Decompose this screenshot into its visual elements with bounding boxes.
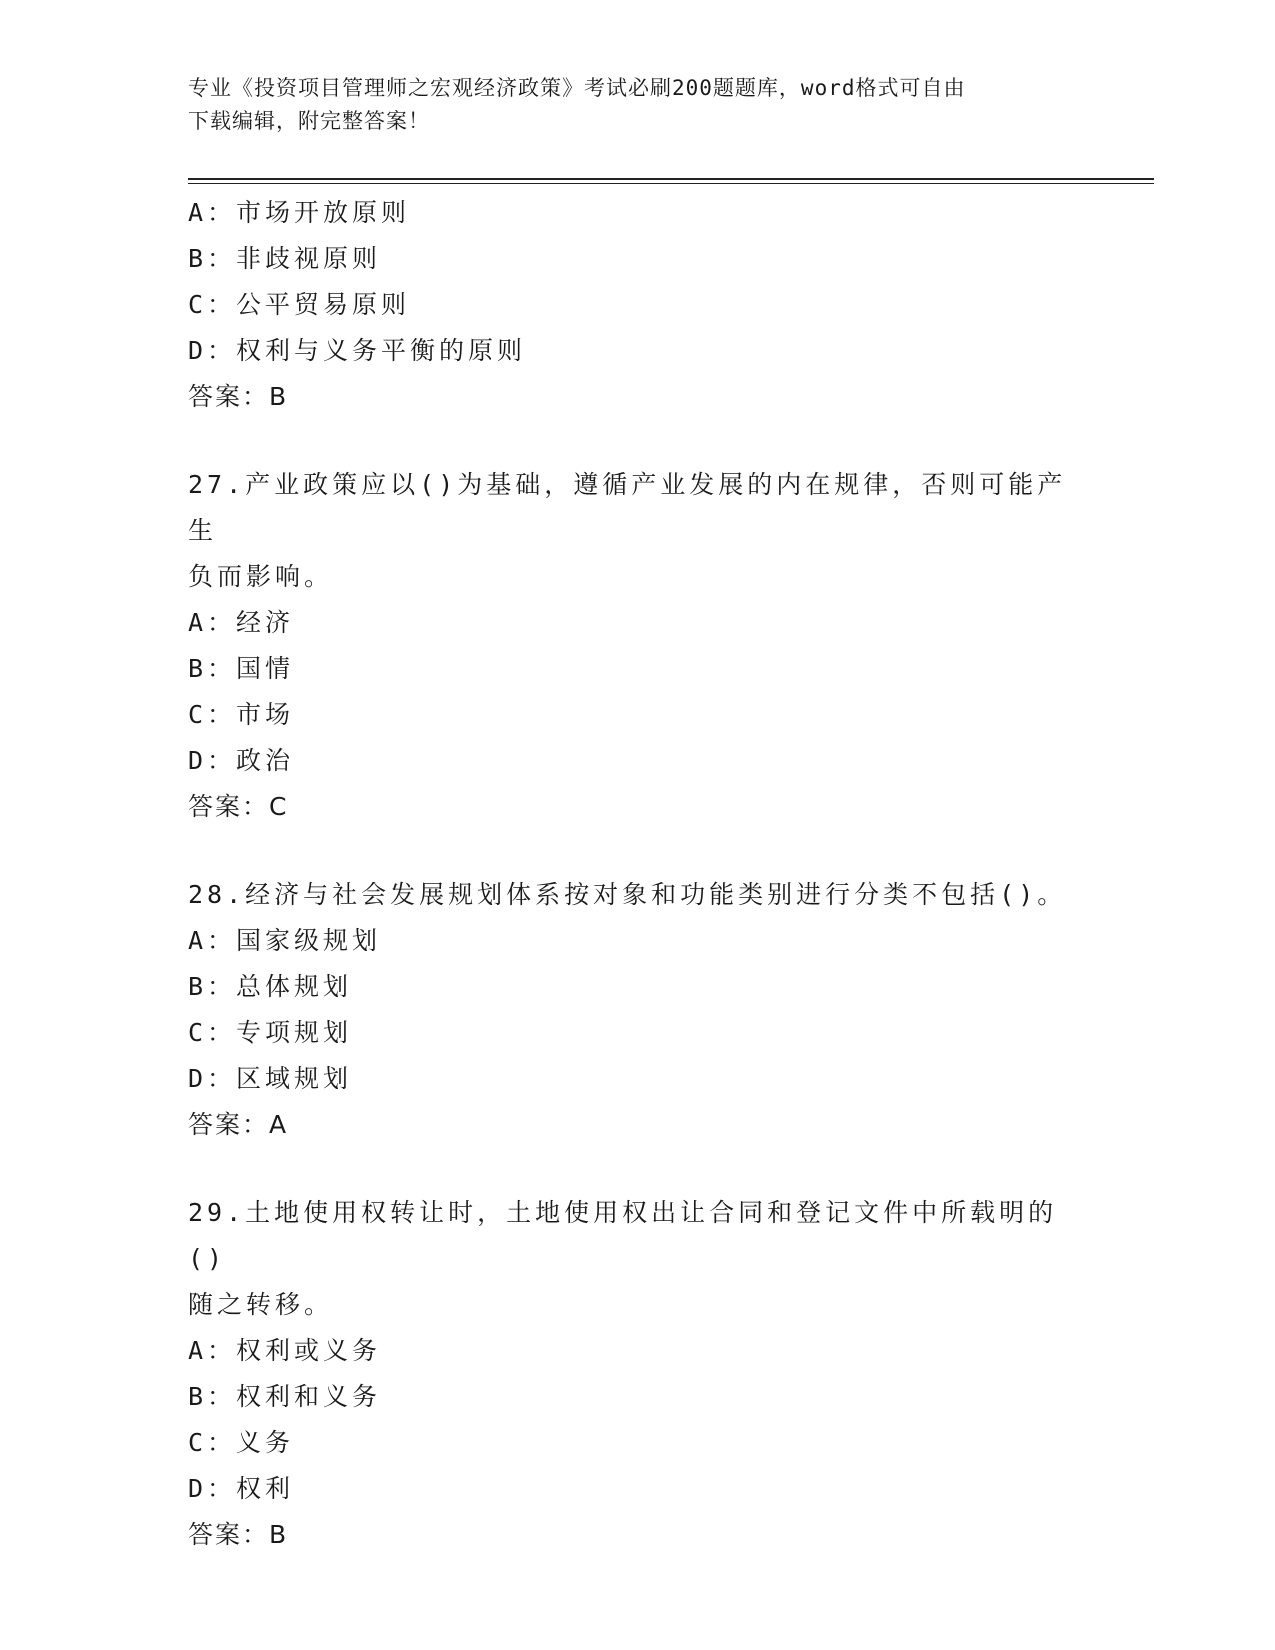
option-c: C：义务 <box>188 1428 295 1457</box>
option-c: C：专项规划 <box>188 1018 353 1047</box>
document-header <box>188 72 1088 138</box>
option-b: B：国情 <box>188 654 295 683</box>
question-block-27 <box>188 462 1088 830</box>
question-text-line-1: 29.土地使用权转让时，土地使用权出让合同和登记文件中所载明的() <box>188 1198 1058 1273</box>
answer: 答案：C <box>188 792 289 821</box>
option-b: B：权利和义务 <box>188 1382 382 1411</box>
header-divider-thin <box>188 183 1154 184</box>
option-a: A：经济 <box>188 608 295 637</box>
header-divider-thick <box>188 178 1154 180</box>
question-text-line-1: 27.产业政策应以()为基础，遵循产业发展的内在规律，否则可能产生 <box>188 470 1067 545</box>
question-text-line-2: 负而影响。 <box>188 562 334 591</box>
option-d: D：权利 <box>188 1474 295 1503</box>
question-text-line-2: 随之转移。 <box>188 1290 334 1319</box>
answer: 答案：A <box>188 1110 289 1139</box>
question-block-29 <box>188 1190 1088 1558</box>
answer: 答案：B <box>188 382 289 411</box>
question-text-line-1: 28.经济与社会发展规划体系按对象和功能类别进行分类不包括()。 <box>188 880 1067 909</box>
option-a: A：市场开放原则 <box>188 198 411 227</box>
option-b: B：非歧视原则 <box>188 244 382 273</box>
option-d: D：政治 <box>188 746 295 775</box>
option-c: C：公平贸易原则 <box>188 290 411 319</box>
option-a: A：权利或义务 <box>188 1336 382 1365</box>
answer: 答案：B <box>188 1520 289 1549</box>
option-b: B：总体规划 <box>188 972 353 1001</box>
option-c: C：市场 <box>188 700 295 729</box>
option-d: D：权利与义务平衡的原则 <box>188 336 527 365</box>
question-block-28 <box>188 872 1088 1148</box>
question-block-26 <box>188 190 1088 420</box>
question-list <box>188 190 1088 1558</box>
option-d: D：区域规划 <box>188 1064 353 1093</box>
header-line-1: 专业《投资项目管理师之宏观经济政策》考试必刷200题题库，word格式可自由 <box>188 76 966 100</box>
header-line-2: 下载编辑，附完整答案！ <box>188 109 430 133</box>
option-a: A：国家级规划 <box>188 926 382 955</box>
